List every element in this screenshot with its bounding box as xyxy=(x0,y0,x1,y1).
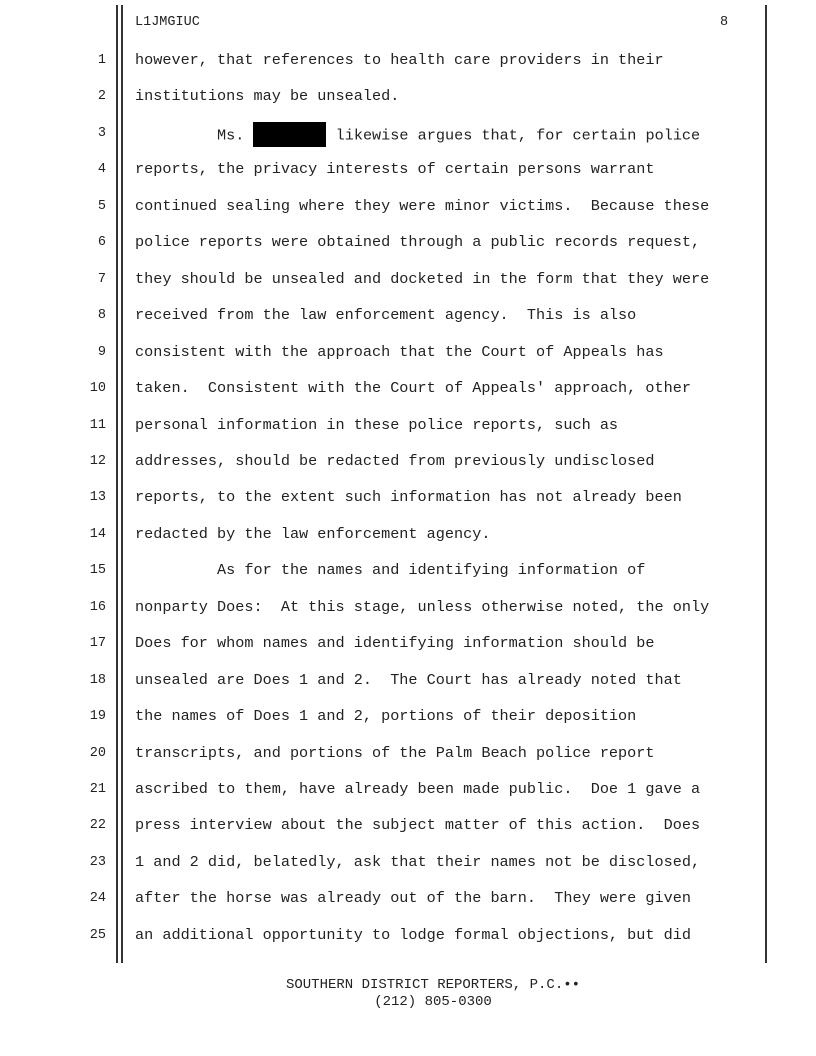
line-number: 23 xyxy=(89,854,106,870)
transcript-line: As for the names and identifying information of xyxy=(135,561,646,580)
transcript-line: police reports were obtained through a public records request, xyxy=(135,233,701,252)
reporter-phone: (212) 805-0300 xyxy=(374,994,492,1010)
line-number: 14 xyxy=(89,526,106,542)
case-identifier: L1JMGIUC xyxy=(135,15,200,30)
transcript-line: reports, the privacy interests of certain persons warrant xyxy=(135,160,655,179)
line-number: 13 xyxy=(89,490,106,506)
line-number: 2 xyxy=(97,89,106,105)
transcript-line: transcripts, and portions of the Palm Beach police report xyxy=(135,743,655,762)
line-number: 19 xyxy=(89,709,106,725)
transcript-line: addresses, should be redacted from previously undisclosed xyxy=(135,451,655,470)
transcript-line: received from the law enforcement agency. This is also xyxy=(135,306,637,325)
transcript-line: however, that references to health care providers in their xyxy=(135,51,664,69)
transcript-line: nonparty Does: At this stage, unless otherwise noted, the only xyxy=(135,597,710,616)
left-margin-rule-outer xyxy=(116,5,118,963)
line-number: 21 xyxy=(89,782,106,797)
transcript-line: reports, to the extent such information has not already been xyxy=(135,488,682,507)
transcript-line: press interview about the subject matter of this action. Does xyxy=(135,816,701,835)
redaction-box xyxy=(253,122,326,147)
line-number: 18 xyxy=(89,672,106,688)
transcript-line: the names of Does 1 and 2, portions of their deposition xyxy=(135,707,637,726)
line-number: 3 xyxy=(97,125,106,141)
line-number: 1 xyxy=(97,53,106,68)
line-number: 10 xyxy=(89,381,106,397)
line-number: 17 xyxy=(89,636,106,652)
line-number: 7 xyxy=(97,271,106,287)
transcript-line: they should be unsealed and docketed in the form that they were xyxy=(135,269,710,288)
line-number: 4 xyxy=(97,162,106,178)
line-number: 6 xyxy=(97,235,106,251)
transcript-line: continued sealing where they were minor victims. Because these xyxy=(135,196,710,215)
reporter-name: SOUTHERN DISTRICT REPORTERS, P.C.•• xyxy=(285,977,581,993)
line-number: 24 xyxy=(89,891,106,907)
line-number: 20 xyxy=(89,745,106,761)
transcript-line: Does for whom names and identifying information should be xyxy=(135,634,655,653)
line-number: 25 xyxy=(89,927,106,943)
transcript-line: redacted by the law enforcement agency. xyxy=(135,524,491,543)
transcript-line: taken. Consistent with the Court of Appeals' approach, other xyxy=(135,379,691,398)
right-margin-rule xyxy=(765,5,767,963)
line-number: 16 xyxy=(89,599,106,615)
line-number: 15 xyxy=(89,563,106,579)
left-margin-rule-inner xyxy=(121,5,123,963)
transcript-line: personal information in these police reports, such as xyxy=(135,415,619,434)
page-number: 8 xyxy=(720,15,729,30)
transcript-line: after the horse was already out of the barn. They were given xyxy=(135,889,691,908)
line-text-after-redaction: likewise argues that, for certain police xyxy=(326,126,701,145)
line-number: 11 xyxy=(89,417,106,433)
line-text-before-redaction: Ms. xyxy=(135,126,254,145)
transcript-line: ascribed to them, have already been made public. Doe 1 gave a xyxy=(135,780,701,798)
line-number: 22 xyxy=(89,818,106,834)
transcript-line: 1 and 2 did, belatedly, ask that their names not be disclosed, xyxy=(135,852,701,871)
transcript-line: consistent with the approach that the Court of Appeals has xyxy=(135,342,664,361)
line-number: 5 xyxy=(97,198,106,214)
line-number: 9 xyxy=(97,344,106,360)
transcript-line xyxy=(135,123,755,148)
transcript-line: institutions may be unsealed. xyxy=(135,87,400,106)
line-number: 12 xyxy=(89,453,106,469)
transcript-line: unsealed are Does 1 and 2. The Court has already noted that xyxy=(135,670,682,689)
line-number: 8 xyxy=(97,308,106,324)
transcript-line: an additional opportunity to lodge formal objections, but did xyxy=(135,925,691,944)
